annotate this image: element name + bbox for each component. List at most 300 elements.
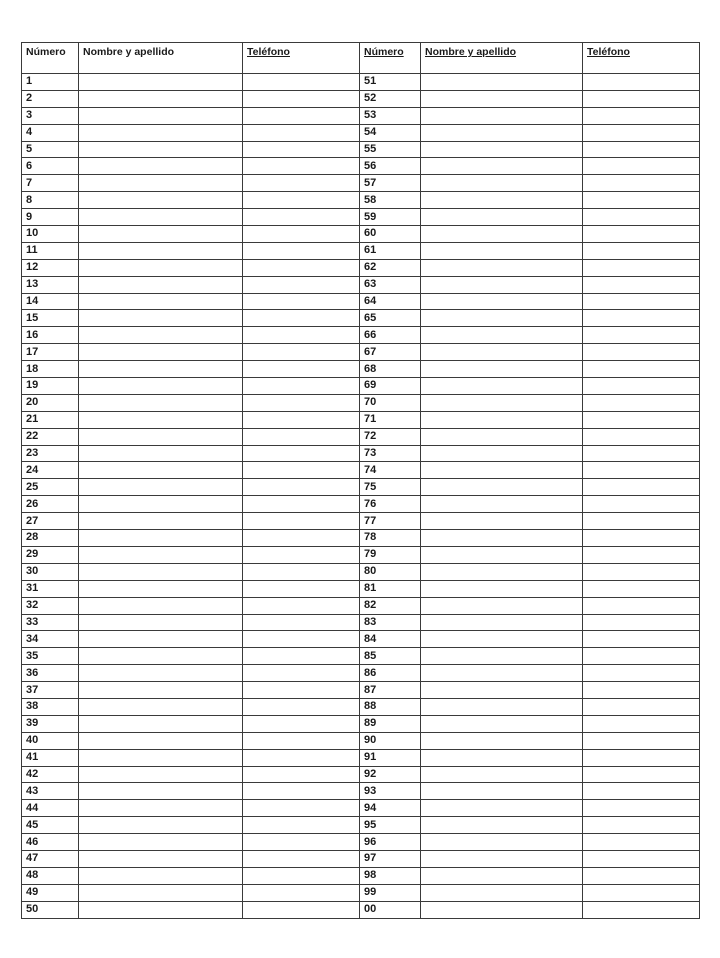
phone-cell-right[interactable] (583, 141, 700, 158)
phone-cell-left[interactable] (243, 513, 360, 530)
name-cell-left[interactable] (79, 614, 243, 631)
name-cell-left[interactable] (79, 378, 243, 395)
table-row (22, 496, 700, 513)
table-row (22, 90, 700, 107)
phone-cell-right[interactable] (583, 479, 700, 496)
number-cell-left: 41 (22, 749, 79, 766)
phone-cell-left[interactable] (243, 192, 360, 209)
name-cell-right[interactable] (421, 141, 583, 158)
table-row (22, 158, 700, 175)
name-cell-left[interactable] (79, 766, 243, 783)
phone-cell-right[interactable] (583, 563, 700, 580)
number-cell-left: 6 (22, 158, 79, 175)
name-cell-right[interactable] (421, 361, 583, 378)
number-cell-right: 60 (360, 226, 421, 243)
phone-cell-right[interactable] (583, 259, 700, 276)
name-cell-right[interactable] (421, 479, 583, 496)
name-cell-left[interactable] (79, 158, 243, 175)
name-cell-left[interactable] (79, 631, 243, 648)
phone-cell-left[interactable] (243, 479, 360, 496)
table-row (22, 648, 700, 665)
number-cell-right: 64 (360, 293, 421, 310)
name-cell-right[interactable] (421, 74, 583, 91)
number-cell-right: 59 (360, 209, 421, 226)
name-cell-left[interactable] (79, 580, 243, 597)
number-cell-right: 76 (360, 496, 421, 513)
phone-cell-left[interactable] (243, 209, 360, 226)
phone-cell-right[interactable] (583, 884, 700, 901)
phone-cell-right[interactable] (583, 378, 700, 395)
number-cell-left: 27 (22, 513, 79, 530)
phone-cell-right[interactable] (583, 530, 700, 547)
name-cell-left[interactable] (79, 327, 243, 344)
phone-cell-left[interactable] (243, 648, 360, 665)
participants-table (21, 42, 700, 919)
number-cell-left: 22 (22, 428, 79, 445)
phone-cell-right[interactable] (583, 834, 700, 851)
number-cell-right: 74 (360, 462, 421, 479)
phone-cell-right[interactable] (583, 648, 700, 665)
phone-cell-left[interactable] (243, 361, 360, 378)
phone-cell-left[interactable] (243, 124, 360, 141)
phone-cell-right[interactable] (583, 867, 700, 884)
number-cell-left: 34 (22, 631, 79, 648)
name-cell-left[interactable] (79, 884, 243, 901)
name-cell-left[interactable] (79, 445, 243, 462)
number-cell-right: 71 (360, 411, 421, 428)
name-cell-left[interactable] (79, 226, 243, 243)
name-cell-right[interactable] (421, 209, 583, 226)
phone-cell-left[interactable] (243, 107, 360, 124)
number-cell-right: 55 (360, 141, 421, 158)
number-cell-right: 63 (360, 276, 421, 293)
name-cell-right[interactable] (421, 496, 583, 513)
name-cell-left[interactable] (79, 834, 243, 851)
phone-cell-right[interactable] (583, 226, 700, 243)
name-cell-left[interactable] (79, 597, 243, 614)
name-cell-right[interactable] (421, 614, 583, 631)
table-row (22, 327, 700, 344)
table-row (22, 850, 700, 867)
phone-cell-right[interactable] (583, 107, 700, 124)
number-cell-right: 66 (360, 327, 421, 344)
name-cell-right[interactable] (421, 344, 583, 361)
phone-cell-left[interactable] (243, 665, 360, 682)
phone-cell-right[interactable] (583, 631, 700, 648)
name-cell-right[interactable] (421, 783, 583, 800)
name-cell-right[interactable] (421, 546, 583, 563)
table-row (22, 732, 700, 749)
name-cell-left[interactable] (79, 901, 243, 918)
name-cell-left[interactable] (79, 800, 243, 817)
number-cell-right: 86 (360, 665, 421, 682)
phone-cell-left[interactable] (243, 74, 360, 91)
name-cell-right[interactable] (421, 293, 583, 310)
name-cell-left[interactable] (79, 141, 243, 158)
phone-cell-right[interactable] (583, 597, 700, 614)
name-cell-right[interactable] (421, 800, 583, 817)
table-row (22, 884, 700, 901)
phone-cell-right[interactable] (583, 496, 700, 513)
name-cell-right[interactable] (421, 715, 583, 732)
name-cell-left[interactable] (79, 209, 243, 226)
name-cell-left[interactable] (79, 344, 243, 361)
phone-cell-right[interactable] (583, 293, 700, 310)
table-row (22, 597, 700, 614)
phone-cell-left[interactable] (243, 242, 360, 259)
table-row (22, 462, 700, 479)
name-cell-left[interactable] (79, 361, 243, 378)
number-cell-right: 58 (360, 192, 421, 209)
phone-cell-right[interactable] (583, 242, 700, 259)
name-cell-right[interactable] (421, 462, 583, 479)
phone-cell-right[interactable] (583, 90, 700, 107)
phone-cell-right[interactable] (583, 276, 700, 293)
name-cell-left[interactable] (79, 411, 243, 428)
name-cell-right[interactable] (421, 394, 583, 411)
name-cell-right[interactable] (421, 327, 583, 344)
phone-cell-right[interactable] (583, 665, 700, 682)
phone-cell-left[interactable] (243, 563, 360, 580)
table-row (22, 817, 700, 834)
number-cell-left: 8 (22, 192, 79, 209)
table-row (22, 124, 700, 141)
name-cell-right[interactable] (421, 698, 583, 715)
phone-cell-left[interactable] (243, 850, 360, 867)
name-cell-right[interactable] (421, 648, 583, 665)
name-cell-left[interactable] (79, 175, 243, 192)
phone-cell-left[interactable] (243, 428, 360, 445)
phone-cell-left[interactable] (243, 834, 360, 851)
number-cell-left: 13 (22, 276, 79, 293)
phone-cell-left[interactable] (243, 344, 360, 361)
phone-cell-right[interactable] (583, 327, 700, 344)
name-cell-left[interactable] (79, 192, 243, 209)
phone-cell-right[interactable] (583, 682, 700, 699)
phone-cell-left[interactable] (243, 175, 360, 192)
name-cell-left[interactable] (79, 783, 243, 800)
phone-cell-right[interactable] (583, 546, 700, 563)
table-row (22, 259, 700, 276)
name-cell-left[interactable] (79, 732, 243, 749)
number-cell-right: 81 (360, 580, 421, 597)
number-cell-left: 38 (22, 698, 79, 715)
number-cell-right: 53 (360, 107, 421, 124)
table-row (22, 74, 700, 91)
name-cell-right[interactable] (421, 276, 583, 293)
phone-cell-left[interactable] (243, 394, 360, 411)
phone-cell-left[interactable] (243, 783, 360, 800)
header-nombre-left: Nombre y apellido (79, 43, 243, 74)
phone-cell-right[interactable] (583, 901, 700, 918)
table-row (22, 834, 700, 851)
phone-cell-left[interactable] (243, 766, 360, 783)
number-cell-right: 80 (360, 563, 421, 580)
name-cell-left[interactable] (79, 749, 243, 766)
name-cell-left[interactable] (79, 665, 243, 682)
table-row (22, 276, 700, 293)
name-cell-right[interactable] (421, 378, 583, 395)
header-telefono-left: Teléfono (243, 43, 360, 74)
header-numero-left: Número (22, 43, 79, 74)
name-cell-right[interactable] (421, 850, 583, 867)
name-cell-right[interactable] (421, 901, 583, 918)
name-cell-right[interactable] (421, 513, 583, 530)
phone-cell-right[interactable] (583, 462, 700, 479)
name-cell-left[interactable] (79, 648, 243, 665)
number-cell-left: 30 (22, 563, 79, 580)
table-row (22, 192, 700, 209)
number-cell-right: 90 (360, 732, 421, 749)
name-cell-right[interactable] (421, 310, 583, 327)
name-cell-left[interactable] (79, 563, 243, 580)
table-row (22, 580, 700, 597)
name-cell-right[interactable] (421, 732, 583, 749)
name-cell-right[interactable] (421, 817, 583, 834)
table-row (22, 513, 700, 530)
phone-cell-left[interactable] (243, 259, 360, 276)
number-cell-left: 7 (22, 175, 79, 192)
number-cell-right: 54 (360, 124, 421, 141)
phone-cell-left[interactable] (243, 732, 360, 749)
table-row (22, 715, 700, 732)
name-cell-right[interactable] (421, 411, 583, 428)
name-cell-left[interactable] (79, 546, 243, 563)
name-cell-right[interactable] (421, 580, 583, 597)
phone-cell-right[interactable] (583, 817, 700, 834)
table-row (22, 107, 700, 124)
table-row (22, 783, 700, 800)
phone-cell-left[interactable] (243, 530, 360, 547)
name-cell-right[interactable] (421, 107, 583, 124)
name-cell-left[interactable] (79, 513, 243, 530)
number-cell-right: 57 (360, 175, 421, 192)
name-cell-right[interactable] (421, 867, 583, 884)
name-cell-right[interactable] (421, 631, 583, 648)
phone-cell-left[interactable] (243, 597, 360, 614)
phone-cell-right[interactable] (583, 749, 700, 766)
name-cell-right[interactable] (421, 124, 583, 141)
name-cell-left[interactable] (79, 867, 243, 884)
name-cell-left[interactable] (79, 310, 243, 327)
name-cell-right[interactable] (421, 665, 583, 682)
phone-cell-left[interactable] (243, 293, 360, 310)
number-cell-right: 89 (360, 715, 421, 732)
phone-cell-left[interactable] (243, 631, 360, 648)
phone-cell-left[interactable] (243, 276, 360, 293)
phone-cell-right[interactable] (583, 192, 700, 209)
name-cell-left[interactable] (79, 496, 243, 513)
number-cell-right: 69 (360, 378, 421, 395)
phone-cell-right[interactable] (583, 850, 700, 867)
phone-cell-right[interactable] (583, 580, 700, 597)
name-cell-right[interactable] (421, 563, 583, 580)
phone-cell-left[interactable] (243, 867, 360, 884)
phone-cell-left[interactable] (243, 749, 360, 766)
header-row (22, 43, 700, 74)
number-cell-left: 36 (22, 665, 79, 682)
number-cell-left: 4 (22, 124, 79, 141)
name-cell-left[interactable] (79, 850, 243, 867)
phone-cell-right[interactable] (583, 361, 700, 378)
table-row (22, 546, 700, 563)
name-cell-left[interactable] (79, 698, 243, 715)
name-cell-left[interactable] (79, 293, 243, 310)
phone-cell-right[interactable] (583, 732, 700, 749)
phone-cell-right[interactable] (583, 175, 700, 192)
phone-cell-left[interactable] (243, 698, 360, 715)
name-cell-right[interactable] (421, 682, 583, 699)
phone-cell-left[interactable] (243, 800, 360, 817)
phone-cell-left[interactable] (243, 462, 360, 479)
name-cell-right[interactable] (421, 749, 583, 766)
phone-cell-left[interactable] (243, 715, 360, 732)
number-cell-right: 72 (360, 428, 421, 445)
phone-cell-left[interactable] (243, 226, 360, 243)
phone-cell-left[interactable] (243, 884, 360, 901)
phone-cell-right[interactable] (583, 124, 700, 141)
table-row (22, 394, 700, 411)
name-cell-right[interactable] (421, 530, 583, 547)
phone-cell-left[interactable] (243, 614, 360, 631)
number-cell-right: 97 (360, 850, 421, 867)
name-cell-left[interactable] (79, 462, 243, 479)
name-cell-left[interactable] (79, 682, 243, 699)
name-cell-left[interactable] (79, 259, 243, 276)
name-cell-right[interactable] (421, 242, 583, 259)
table-row (22, 800, 700, 817)
phone-cell-left[interactable] (243, 158, 360, 175)
phone-cell-left[interactable] (243, 817, 360, 834)
number-cell-left: 12 (22, 259, 79, 276)
name-cell-right[interactable] (421, 884, 583, 901)
table-row (22, 530, 700, 547)
number-cell-right: 65 (360, 310, 421, 327)
table-row (22, 361, 700, 378)
table-row (22, 209, 700, 226)
phone-cell-left[interactable] (243, 546, 360, 563)
table-row (22, 563, 700, 580)
name-cell-right[interactable] (421, 226, 583, 243)
number-cell-left: 2 (22, 90, 79, 107)
phone-cell-left[interactable] (243, 682, 360, 699)
number-cell-right: 98 (360, 867, 421, 884)
name-cell-right[interactable] (421, 90, 583, 107)
number-cell-right: 92 (360, 766, 421, 783)
name-cell-left[interactable] (79, 107, 243, 124)
phone-cell-right[interactable] (583, 614, 700, 631)
name-cell-right[interactable] (421, 259, 583, 276)
name-cell-left[interactable] (79, 530, 243, 547)
number-cell-right: 87 (360, 682, 421, 699)
table-row (22, 242, 700, 259)
phone-cell-right[interactable] (583, 209, 700, 226)
name-cell-right[interactable] (421, 445, 583, 462)
phone-cell-right[interactable] (583, 344, 700, 361)
phone-cell-right[interactable] (583, 715, 700, 732)
number-cell-left: 47 (22, 850, 79, 867)
name-cell-left[interactable] (79, 479, 243, 496)
number-cell-right: 61 (360, 242, 421, 259)
name-cell-left[interactable] (79, 74, 243, 91)
number-cell-left: 42 (22, 766, 79, 783)
phone-cell-right[interactable] (583, 411, 700, 428)
phone-cell-left[interactable] (243, 378, 360, 395)
number-cell-right: 67 (360, 344, 421, 361)
phone-cell-right[interactable] (583, 698, 700, 715)
name-cell-right[interactable] (421, 834, 583, 851)
phone-cell-left[interactable] (243, 901, 360, 918)
number-cell-left: 26 (22, 496, 79, 513)
name-cell-left[interactable] (79, 276, 243, 293)
name-cell-left[interactable] (79, 394, 243, 411)
number-cell-left: 40 (22, 732, 79, 749)
name-cell-left[interactable] (79, 242, 243, 259)
phone-cell-right[interactable] (583, 310, 700, 327)
phone-cell-left[interactable] (243, 310, 360, 327)
number-cell-left: 48 (22, 867, 79, 884)
phone-cell-left[interactable] (243, 327, 360, 344)
name-cell-right[interactable] (421, 766, 583, 783)
phone-cell-right[interactable] (583, 783, 700, 800)
number-cell-right: 94 (360, 800, 421, 817)
number-cell-left: 24 (22, 462, 79, 479)
table-row (22, 749, 700, 766)
number-cell-left: 5 (22, 141, 79, 158)
number-cell-left: 33 (22, 614, 79, 631)
header-nombre-right: Nombre y apellido (421, 43, 583, 74)
phone-cell-right[interactable] (583, 445, 700, 462)
phone-cell-right[interactable] (583, 74, 700, 91)
number-cell-left: 43 (22, 783, 79, 800)
number-cell-left: 1 (22, 74, 79, 91)
name-cell-right[interactable] (421, 192, 583, 209)
table-row (22, 411, 700, 428)
phone-cell-left[interactable] (243, 580, 360, 597)
number-cell-left: 35 (22, 648, 79, 665)
name-cell-right[interactable] (421, 158, 583, 175)
number-cell-right: 77 (360, 513, 421, 530)
table-row (22, 344, 700, 361)
phone-cell-right[interactable] (583, 428, 700, 445)
phone-cell-left[interactable] (243, 411, 360, 428)
name-cell-right[interactable] (421, 428, 583, 445)
phone-cell-right[interactable] (583, 158, 700, 175)
number-cell-left: 37 (22, 682, 79, 699)
name-cell-left[interactable] (79, 817, 243, 834)
header-telefono-right: Teléfono (583, 43, 700, 74)
phone-cell-left[interactable] (243, 496, 360, 513)
phone-cell-left[interactable] (243, 445, 360, 462)
phone-cell-right[interactable] (583, 800, 700, 817)
table-row (22, 428, 700, 445)
number-cell-right: 79 (360, 546, 421, 563)
name-cell-left[interactable] (79, 715, 243, 732)
phone-cell-left[interactable] (243, 90, 360, 107)
name-cell-right[interactable] (421, 175, 583, 192)
phone-cell-right[interactable] (583, 766, 700, 783)
name-cell-left[interactable] (79, 124, 243, 141)
phone-cell-right[interactable] (583, 513, 700, 530)
phone-cell-left[interactable] (243, 141, 360, 158)
phone-cell-right[interactable] (583, 394, 700, 411)
number-cell-right: 73 (360, 445, 421, 462)
number-cell-right: 82 (360, 597, 421, 614)
name-cell-right[interactable] (421, 597, 583, 614)
name-cell-left[interactable] (79, 90, 243, 107)
number-cell-left: 11 (22, 242, 79, 259)
name-cell-left[interactable] (79, 428, 243, 445)
